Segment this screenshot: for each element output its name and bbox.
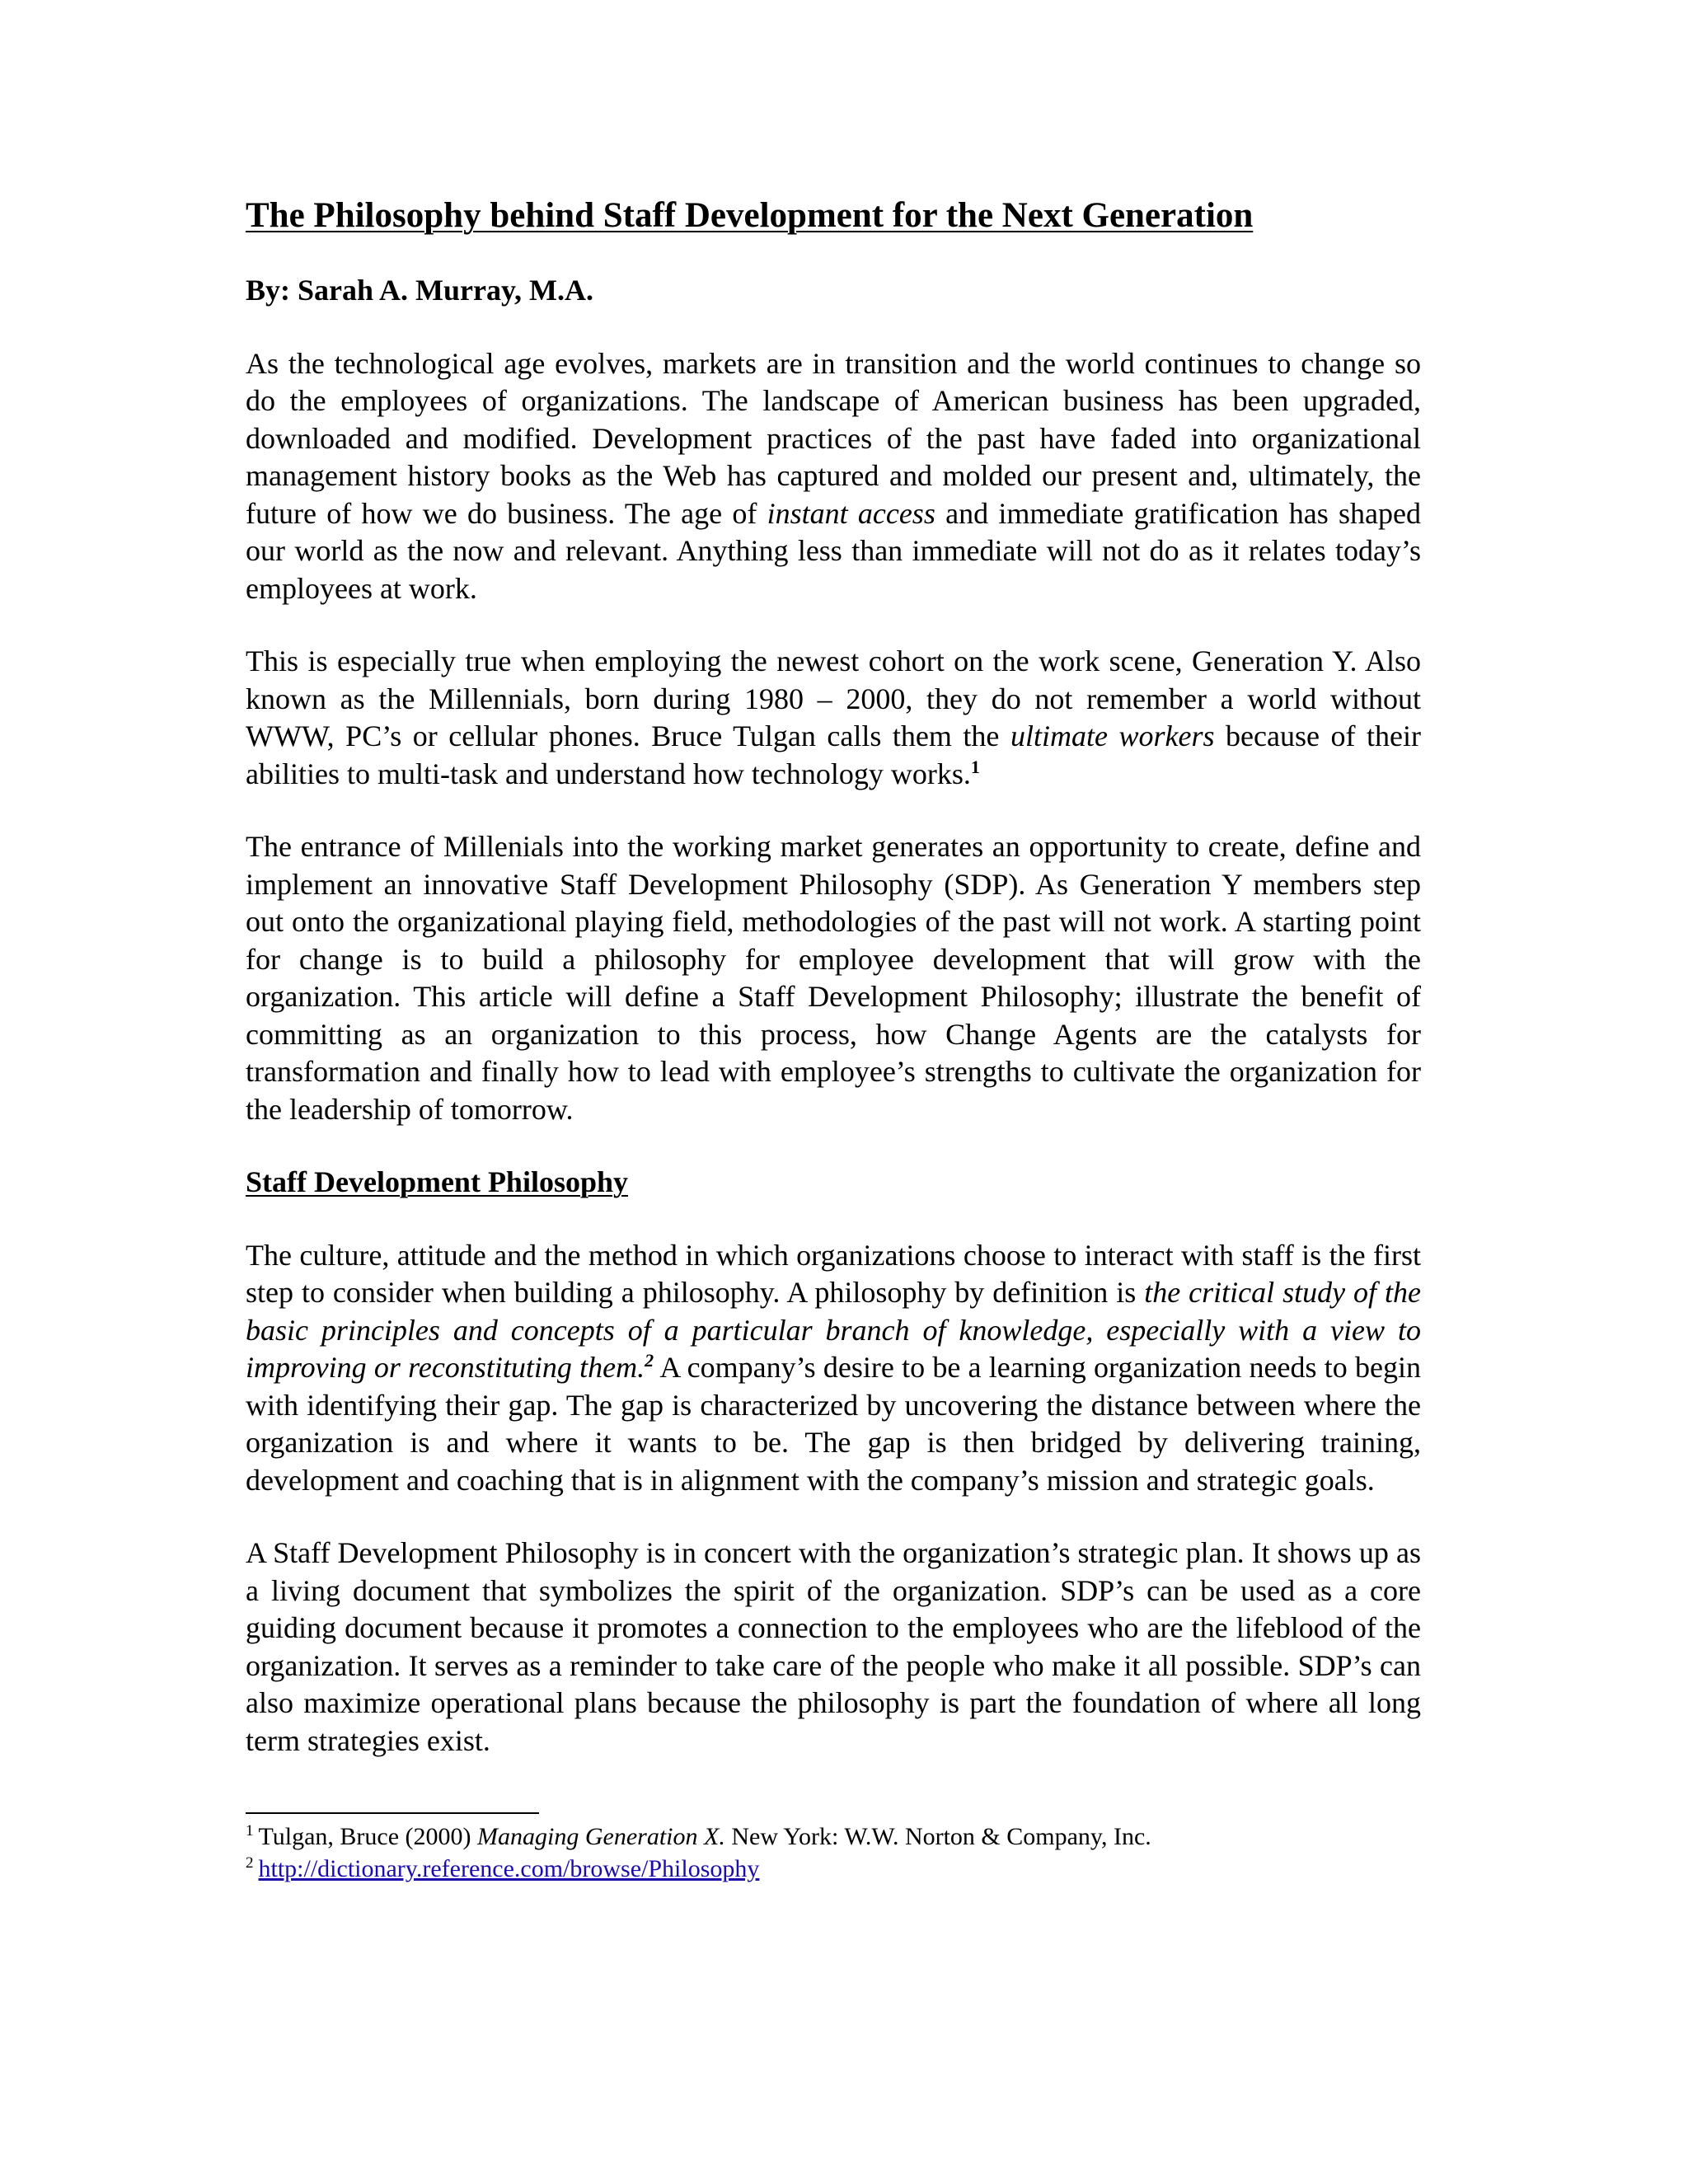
- author-byline: By: Sarah A. Murray, M.A.: [246, 273, 593, 307]
- paragraph-1-text-a: As the technological age evolves, markets are in transition and the world continues to change so do the employees of organizations. The landscape of American business has been upgraded, downloaded and modified. Development practices of the past have faded into organizational management history books as the Web has captured and molded our present and, ultimately, the future of how we do business. The age of: [246, 346, 1421, 530]
- document-page: [246, 194, 1421, 1885]
- paragraph-4-text-b: A company’s desire to be a learning organization needs to begin with identifying their gap. The gap is characterized by uncovering the distance between where the organization is and where it wants to be. The gap is then bridged by delivering training, development and coaching that is in alignment with the company’s mission and strategic goals.: [246, 1351, 1422, 1497]
- paragraph-5: A Staff Development Philosophy is in concert with the organization’s strategic plan. It shows up as a living document that symbolizes the spirit of the organization. SDP’s can be used as a core guiding document because it promotes a connection to the employees who are the lifeblood of the organization. It serves as a reminder to take care of the people who make it all possible. SDP’s can also maximize operational plans because the philosophy is part the foundation of where all long term strategies exist.: [246, 1536, 1421, 1757]
- paragraph-3: The entrance of Millenials into the working market generates an opportunity to create, define and implement an innovative Staff Development Philosophy (SDP). As Generation Y members step out onto the organizational playing field, methodologies of the past will not work. A starting point for change is to build a philosophy for employee development that will grow with the organization. This article will define a Staff Development Philosophy; illustrate the benefit of committing as an organization to this process, how Change Agents are the catalysts for transformation and finally how to lead with employee’s strengths to cultivate the organization for the leadership of tomorrow.: [246, 830, 1421, 1126]
- footnote-ref-1[interactable]: 1: [970, 756, 980, 777]
- footnote-1-number: 1: [246, 1822, 254, 1840]
- footnote-1: [246, 1821, 1421, 1853]
- paragraph-2-emphasis: ultimate workers: [1010, 719, 1215, 753]
- paragraph-2-text-a: This is especially true when employing the newest cohort on the work scene, Generation Y. Also known as the Millennials, born during 1980 – 2000, they do not remember a world without WWW, PC’s or cellular phones. Bruce Tulgan calls them the: [246, 644, 1421, 753]
- footnote-2: [246, 1853, 1421, 1885]
- section-heading: Staff Development Philosophy: [246, 1165, 629, 1199]
- paragraph-1-text-b: and immediate gratification has shaped our world as the now and relevant. Anything less than immediate will not do as it relates today’s employees at work.: [246, 496, 1421, 605]
- footnote-2-link[interactable]: http://dictionary.reference.com/browse/Philosophy: [258, 1855, 760, 1883]
- footnote-ref-2[interactable]: 2: [645, 1350, 654, 1371]
- footnote-divider: [246, 1812, 539, 1814]
- footnote-1-text-b: New York: W.W. Norton & Company, Inc.: [724, 1823, 1151, 1851]
- paragraph-2-text-b: because of their abilities to multi-task and understand how technology works.: [246, 719, 1421, 790]
- paragraph-1: [246, 345, 1421, 608]
- paragraph-4: [246, 1237, 1421, 1500]
- document-title: The Philosophy behind Staff Development for the Next Generation: [246, 196, 1254, 235]
- paragraph-1-emphasis: instant access: [767, 496, 935, 530]
- paragraph-2: [246, 643, 1421, 793]
- paragraph-4-emphasis: the critical study of the basic principles and concepts of a particular branch of knowledge, especially with a view to improving or reconstituting them.: [246, 1276, 1421, 1385]
- footnote-1-text-a: Tulgan, Bruce (2000): [258, 1823, 478, 1851]
- footnote-1-book-title: Managing Generation X.: [477, 1823, 725, 1851]
- paragraph-4-text-a: The culture, attitude and the method in which organizations choose to interact with staff is the first step to consider when building a philosophy. A philosophy by definition is: [246, 1238, 1421, 1310]
- footnote-2-number: 2: [246, 1854, 254, 1872]
